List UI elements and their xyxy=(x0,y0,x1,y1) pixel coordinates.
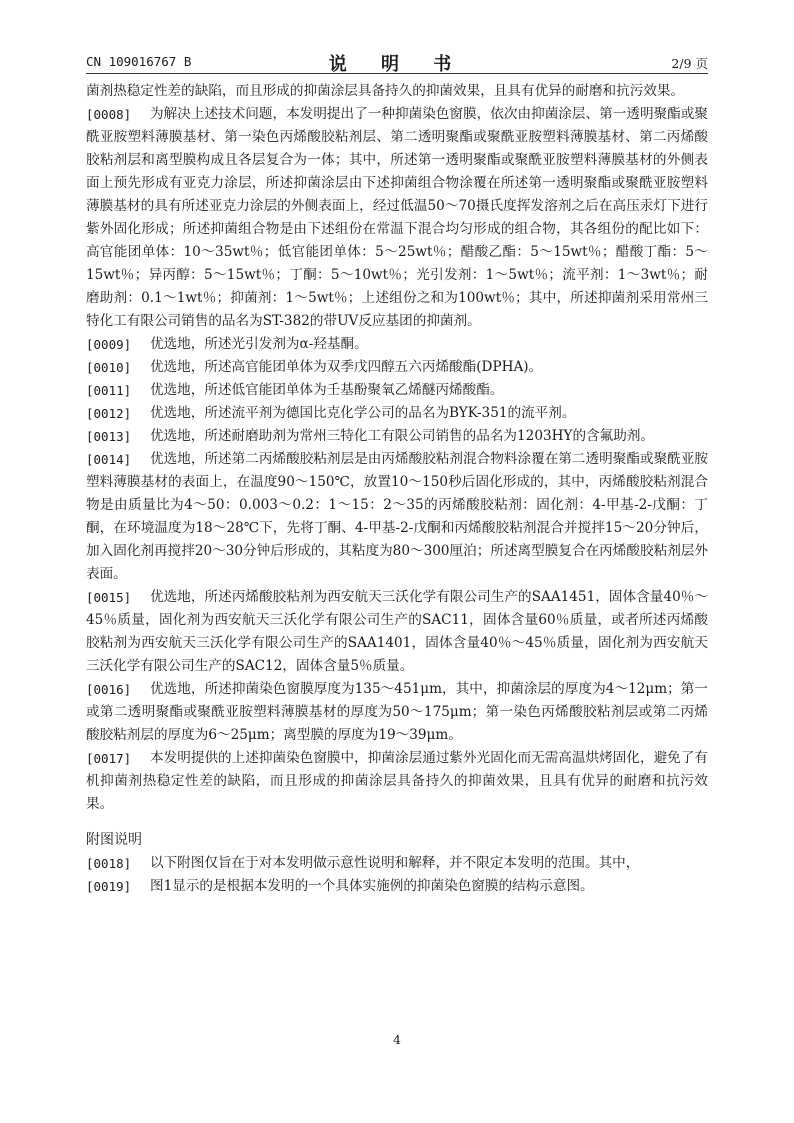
paragraph-0017 xyxy=(86,747,708,816)
publication-number: CN 109016767 B xyxy=(86,54,192,69)
paragraph-text: 本发明提供的上述抑菌染色窗膜中，抑菌涂层通过紫外光固化而无需高温烘烤固化，避免了有机抑菌剂热稳定性差的缺陷，而且形成的抑菌涂层具备持久的抑菌效果，且具有优异的耐磨和抗污效果。 xyxy=(86,750,708,812)
paragraph-text: 优选地，所述低官能团单体为壬基酚聚氧乙烯醚丙烯酸酯。 xyxy=(150,382,504,398)
paragraph-text: 优选地，所述第二丙烯酸胶粘剂层是由丙烯酸胶粘剂混合物料涂覆在第二透明聚酯或聚酰亚胺塑料薄膜基材的表面上，在温度90～150℃，放置10～150秒后固化形成的，其中，丙烯酸胶粘剂混合物是由质量比为4～50：0.003～0.2：1～15：2～35的丙烯酸胶粘剂：固化剂：4-甲基-2-戊酮：丁酮，在环境温度为18～28℃下，先将丁酮、4-甲基-2-戊酮和丙烯酸胶粘剂混合并搅拌15～20分钟后，加入固化剂再搅拌20～30分钟后形成的，其粘度为80～300厘泊；所述离型膜复合在丙烯酸胶粘剂层外表面。 xyxy=(86,451,708,582)
document-body xyxy=(86,80,708,898)
paragraph-number: [0011] xyxy=(86,383,132,398)
continuation-paragraph xyxy=(86,80,708,103)
paragraph-0012 xyxy=(86,402,708,425)
page-header xyxy=(86,50,708,75)
paragraph-text: 为解决上述技术问题，本发明提出了一种抑菌染色窗膜，依次由抑菌涂层、第一透明聚酯或聚酰亚胺塑料薄膜基材、第一染色丙烯酸胶粘剂层、第二透明聚酯或聚酰亚胺塑料薄膜基材、第二丙烯酸胶粘剂层和离型膜构成且各层复合为一体；其中，所述第一透明聚酯或聚酰亚胺塑料薄膜基材的外侧表面上预先形成有亚克力涂层，所述抑菌涂层由下述抑菌组合物涂覆在所述第一透明聚酯或聚酰亚胺塑料薄膜基材的具有所述亚克力涂层的外侧表面上，经过低温50～70摄氏度挥发溶剂之后在高压汞灯下进行紫外固化形成；所述抑菌组合物是由下述组份在常温下混合均匀形成的组合物，其各组份的配比如下：高官能团单体：10～35wt％；低官能团单体：5～25wt％；醋酸乙酯：5～15wt％；醋酸丁酯：5～15wt％；异丙醇：5～15wt％；丁酮：5～10wt％；光引发剂：1～5wt％；流平剂：1～3wt％；耐磨助剂：0.1～1wt％；抑菌剂：1～5wt％；上述组份之和为100wt％；其中，所述抑菌剂采用常州三特化工有限公司销售的品名为ST-382的带UV反应基团的抑菌剂。 xyxy=(86,106,708,329)
paragraph-0010 xyxy=(86,356,708,379)
page-number: 4 xyxy=(393,1032,401,1047)
paragraph-number: [0012] xyxy=(86,406,132,421)
header-divider xyxy=(86,73,708,74)
paragraph-number: [0019] xyxy=(86,879,132,894)
paragraph-number: [0010] xyxy=(86,360,132,375)
page-indicator: 2/9 页 xyxy=(671,56,708,71)
document-title: 说 明 书 xyxy=(328,54,466,75)
paragraph-text: 优选地，所述光引发剂为α-羟基酮。 xyxy=(150,336,368,352)
paragraph-number: [0018] xyxy=(86,856,132,871)
paragraph-0009 xyxy=(86,333,708,356)
paragraph-0014 xyxy=(86,448,708,586)
paragraph-text: 菌剂热稳定性差的缺陷，而且形成的抑菌涂层具备持久的抑菌效果，且具有优异的耐磨和抗污效果。 xyxy=(86,83,685,99)
paragraph-text: 优选地，所述耐磨助剂为常州三特化工有限公司销售的品名为1203HY的含氟助剂。 xyxy=(150,428,655,444)
paragraph-text: 优选地，所述流平剂为德国比克化学公司的品名为BYK-351的流平剂。 xyxy=(150,405,576,421)
paragraph-text: 优选地，所述丙烯酸胶粘剂为西安航天三沃化学有限公司生产的SAA1451，固体含量40％～45％质量，固化剂为西安航天三沃化学有限公司生产的SAC11，固体含量60％质量，或者所述丙烯酸胶粘剂为西安航天三沃化学有限公司生产的SAA1401，固体含量40％～45％质量，固化剂为西安航天三沃化学有限公司生产的SAC12，固体含量5％质量。 xyxy=(86,589,708,674)
paragraph-text: 优选地，所述高官能团单体为双季戊四醇五六丙烯酸酯(DPHA)。 xyxy=(150,359,543,375)
paragraph-0015 xyxy=(86,586,708,678)
paragraph-number: [0008] xyxy=(86,107,132,122)
paragraph-0018 xyxy=(86,852,708,875)
paragraph-number: [0015] xyxy=(86,590,132,605)
paragraph-number: [0014] xyxy=(86,452,132,467)
paragraph-0016 xyxy=(86,678,708,747)
paragraph-0008 xyxy=(86,103,708,333)
paragraph-text: 优选地，所述抑菌染色窗膜厚度为135～451μm，其中，抑菌涂层的厚度为4～12μm；第一或第二透明聚酯或聚酰亚胺塑料薄膜基材的厚度为50～175μm；第一染色丙烯酸胶粘剂层或第二丙烯酸胶粘剂层的厚度为6～25μm；离型膜的厚度为19～39μm。 xyxy=(86,681,708,743)
paragraph-text: 以下附图仅旨在于对本发明做示意性说明和解释，并不限定本发明的范围。其中， xyxy=(150,855,640,871)
paragraph-number: [0009] xyxy=(86,337,132,352)
paragraph-text: 图1显示的是根据本发明的一个具体实施例的抑菌染色窗膜的结构示意图。 xyxy=(150,878,594,894)
paragraph-number: [0013] xyxy=(86,429,132,444)
paragraph-number: [0017] xyxy=(86,751,132,766)
paragraph-number: [0016] xyxy=(86,682,132,697)
paragraph-0019 xyxy=(86,875,708,898)
paragraph-0013 xyxy=(86,425,708,448)
paragraph-0011 xyxy=(86,379,708,402)
section-title: 附图说明 xyxy=(86,832,142,848)
